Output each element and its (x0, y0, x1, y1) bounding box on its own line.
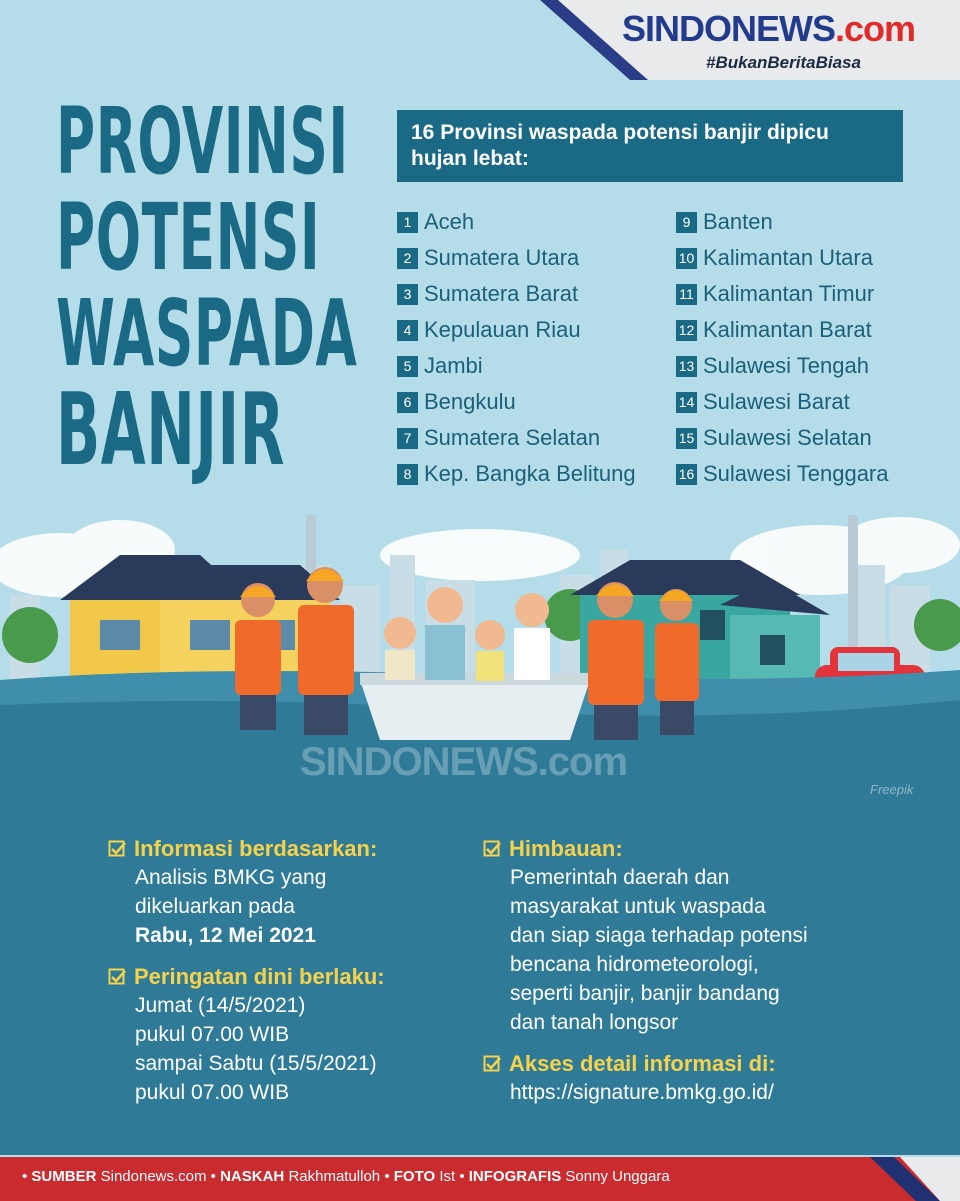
list-item (397, 348, 636, 384)
province-name: Kepulauan Riau (424, 317, 581, 342)
brand-hashtag: #BukanBeritaBiasa (706, 53, 861, 72)
naskah-value: Rakhmatulloh (288, 1168, 381, 1185)
list-item (397, 456, 636, 492)
appeal-line: dan siap siaga terhadap potensi (510, 924, 808, 947)
warning-title-row (108, 962, 385, 991)
list-item (397, 204, 636, 240)
list-item (397, 276, 636, 312)
list-item (397, 240, 636, 276)
province-number: 1 (397, 212, 418, 233)
list-item (397, 312, 636, 348)
province-name: Sulawesi Tenggara (703, 461, 889, 486)
province-name: Sulawesi Barat (703, 389, 850, 414)
info-source-block (108, 834, 385, 950)
appeal-line: Pemerintah daerah dan (510, 866, 730, 889)
access-title-row (483, 1049, 808, 1078)
sumber-value: Sindonews.com (100, 1168, 207, 1185)
province-number: 14 (676, 392, 697, 413)
list-item (676, 204, 889, 240)
footer-credits: • SUMBER Sindonews.com • NASKAH Rakhmatulloh • FOTO Ist • INFOGRAFIS Sonny Unggara (22, 1168, 670, 1185)
headline-line-3: WASPADA (56, 280, 358, 387)
province-number: 6 (397, 392, 418, 413)
provinces-header: 16 Provinsi waspada potensi banjir dipicu hujan lebat: (397, 110, 903, 182)
list-item (397, 384, 636, 420)
province-number: 11 (676, 284, 697, 305)
list-item (676, 312, 889, 348)
info-right-column (483, 834, 808, 1119)
headline (56, 88, 358, 488)
access-block (483, 1049, 808, 1107)
warning-title: Peringatan dini berlaku: (134, 963, 385, 989)
foto-label: FOTO (393, 1168, 436, 1185)
appeal-line: dan tanah longsor (510, 1011, 679, 1034)
list-item (676, 456, 889, 492)
checkbox-icon (108, 968, 126, 986)
headline-line-4: BANJIR (56, 371, 285, 488)
province-number: 4 (397, 320, 418, 341)
province-name: Aceh (424, 209, 475, 234)
appeal-line: masyarakat untuk waspada (510, 895, 766, 918)
province-name: Kep. Bangka Belitung (424, 461, 636, 486)
province-name: Kalimantan Timur (703, 281, 875, 306)
warning-line: pukul 07.00 WIB (135, 1081, 290, 1104)
warning-line: sampai Sabtu (15/5/2021) (135, 1052, 377, 1075)
province-name: Jambi (424, 353, 483, 378)
province-number: 10 (676, 248, 697, 269)
infografis-label: INFOGRAFIS (468, 1168, 562, 1185)
info-source-line: Analisis BMKG yang (135, 866, 327, 889)
province-number: 7 (397, 428, 418, 449)
province-name: Kalimantan Barat (703, 317, 872, 342)
province-number: 5 (397, 356, 418, 377)
list-item (676, 240, 889, 276)
info-source-line: dikeluarkan pada (135, 895, 295, 918)
province-number: 12 (676, 320, 697, 341)
province-name: Sumatera Utara (424, 245, 580, 270)
bmkg-link[interactable]: https://signature.bmkg.go.id/ (510, 1081, 774, 1104)
naskah-label: NASKAH (220, 1168, 285, 1185)
province-name: Sulawesi Selatan (703, 425, 872, 450)
sindonews-logo[interactable] (622, 8, 915, 50)
checkbox-icon (108, 840, 126, 858)
appeal-title: Himbauan: (509, 835, 623, 861)
appeal-line: seperti banjir, banjir bandang (510, 982, 780, 1005)
image-credit: Freepik (870, 782, 914, 797)
province-number: 16 (676, 464, 697, 485)
province-number: 9 (676, 212, 697, 233)
province-number: 8 (397, 464, 418, 485)
list-item (676, 276, 889, 312)
provinces-list-left (397, 204, 636, 492)
province-number: 15 (676, 428, 697, 449)
warning-line: pukul 07.00 WIB (135, 1023, 290, 1046)
province-name: Sulawesi Tengah (703, 353, 869, 378)
logo-main: SINDONEWS (622, 8, 836, 49)
province-number: 13 (676, 356, 697, 377)
logo-suffix: .com (835, 8, 916, 49)
list-item (676, 348, 889, 384)
province-name: Sumatera Selatan (424, 425, 601, 450)
list-item (676, 384, 889, 420)
checkbox-icon (483, 1055, 501, 1073)
infografis-value: Sonny Unggara (565, 1168, 670, 1185)
province-name: Kalimantan Utara (703, 245, 873, 270)
headline-line-1: PROVINSI (56, 88, 349, 195)
info-left-column (108, 834, 385, 1119)
info-source-title-row (108, 834, 385, 863)
provinces-list-right (676, 204, 889, 492)
watermark: SINDONEWS.com (300, 740, 628, 784)
province-name: Sumatera Barat (424, 281, 579, 306)
appeal-title-row (483, 834, 808, 863)
rescue-boat (360, 673, 590, 740)
list-item (676, 420, 889, 456)
appeal-line: bencana hidrometeorologi, (510, 953, 759, 976)
warning-line: Jumat (14/5/2021) (135, 994, 306, 1017)
list-item (397, 420, 636, 456)
province-number: 3 (397, 284, 418, 305)
access-title: Akses detail informasi di: (509, 1050, 776, 1076)
sumber-label: SUMBER (31, 1168, 97, 1185)
province-name: Bengkulu (424, 389, 516, 414)
province-name: Banten (703, 209, 773, 234)
warning-block (108, 962, 385, 1107)
headline-line-2: POTENSI (56, 184, 321, 291)
foto-value: Ist (439, 1168, 456, 1185)
checkbox-icon (483, 840, 501, 858)
province-number: 2 (397, 248, 418, 269)
info-source-title: Informasi berdasarkan: (134, 835, 378, 861)
info-source-date: Rabu, 12 Mei 2021 (135, 924, 316, 947)
appeal-block (483, 834, 808, 1037)
